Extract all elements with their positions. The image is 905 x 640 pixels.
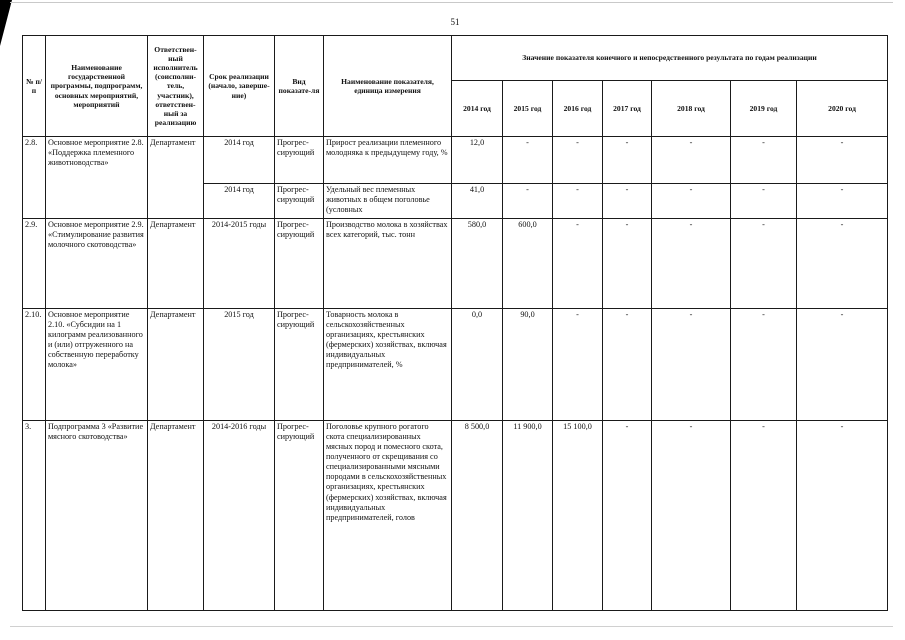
value-2015: 11 900,0 [503,421,553,611]
value-2018: - [652,219,731,309]
value-2014: 12,0 [452,137,503,184]
row-term: 2014 год [204,184,275,219]
row-type: Прогрес-сирующий [275,421,324,611]
row-num: 2.8. [23,137,46,219]
value-2017: - [603,219,652,309]
value-2020: - [797,309,888,421]
header-num: № п/п [23,36,46,137]
value-2017: - [603,184,652,219]
value-2018: - [652,309,731,421]
value-2020: - [797,219,888,309]
value-2019: - [731,421,797,611]
row-indicator-text: Удельный вес племенных животных в общем поголовье (условных [326,185,430,215]
value-2020: - [797,137,888,184]
row-num: 2.9. [23,219,46,309]
value-2014: 8 500,0 [452,421,503,611]
header-year-2020: 2020 год [797,81,888,137]
header-year-2014: 2014 год [452,81,503,137]
page-corner-mark [0,0,12,46]
value-2019: - [731,309,797,421]
value-2019: - [731,137,797,184]
row-executor: Департамент [148,309,204,421]
row-type: Прогрес-сирующий [275,137,324,184]
header-indicator: Наименование показателя, единица измерения [324,36,452,137]
row-num: 2.10. [23,309,46,421]
value-2015: - [503,137,553,184]
bottom-rule [10,626,893,627]
table-row [23,137,888,184]
table-row [23,219,888,309]
row-indicator [324,184,452,219]
row-indicator: Прирост реализации племенного молодняка к предыдущему году, % [324,137,452,184]
row-num: 3. [23,421,46,611]
row-executor: Департамент [148,137,204,219]
header-year-2019: 2019 год [731,81,797,137]
value-2016: - [553,184,603,219]
value-2018: - [652,184,731,219]
header-name: Наименование государственной программы, подпрограмм, основных мероприятий, мероприятий [46,36,148,137]
value-2015: - [503,184,553,219]
indicator-table [22,35,888,611]
table-row [23,309,888,421]
value-2017: - [603,137,652,184]
row-name: Подпрограмма 3 «Развитие мясного скотоводства» [46,421,148,611]
value-2016: - [553,137,603,184]
value-2015: 600,0 [503,219,553,309]
row-name-text: Основное мероприятие 2.10. «Субсидии на 1 килограмм реализованного и (или) отгруженного на собственную переработку молока» [48,310,143,370]
value-2017: - [603,421,652,611]
row-type: Прогрес-сирующий [275,184,324,219]
row-term: 2015 год [204,309,275,421]
top-rule [10,2,893,3]
value-2020: - [797,421,888,611]
value-2016: 15 100,0 [553,421,603,611]
row-indicator: Производство молока в хозяйствах всех категорий, тыс. тонн [324,219,452,309]
header-year-2018: 2018 год [652,81,731,137]
header-type: Вид показате-ля [275,36,324,137]
row-type: Прогрес-сирующий [275,309,324,421]
row-term: 2014-2016 годы [204,421,275,611]
table-row [23,421,888,611]
value-2019: - [731,184,797,219]
header-executor: Ответствен-ный исполнитель (соисполни-тель, участник), ответствен-ный за реализацию [148,36,204,137]
row-name: Основное мероприятие 2.8. «Поддержка племенного животноводства» [46,137,148,219]
row-type: Прогрес-сирующий [275,219,324,309]
row-term: 2014-2015 годы [204,219,275,309]
row-name [46,309,148,421]
row-executor: Департамент [148,219,204,309]
row-indicator: Товарность молока в сельскохозяйственных организациях, крестьянских (фермерских) хозяйствах, включая индивидуальных предпринимателей, % [324,309,452,421]
header-year-2015: 2015 год [503,81,553,137]
row-term: 2014 год [204,137,275,184]
header-term: Срок реализации (начало, заверше-ние) [204,36,275,137]
row-executor: Департамент [148,421,204,611]
header-year-2016: 2016 год [553,81,603,137]
page-number: 51 [450,17,460,27]
value-2016: - [553,219,603,309]
row-name: Основное мероприятие 2.9. «Стимулирование развития молочного скотоводства» [46,219,148,309]
value-2016: - [553,309,603,421]
row-indicator: Поголовье крупного рогатого скота специализированных мясных пород и помесного скота, полученного от скрещивания со специализированными мясными породами в сельскохозяйственных организациях, крестьянских (фермерских) хозяйствах, включая индивидуальных предпринимателей, голов [324,421,452,611]
header-year-2017: 2017 год [603,81,652,137]
value-2019: - [731,219,797,309]
value-2018: - [652,421,731,611]
value-2015: 90,0 [503,309,553,421]
value-2014: 580,0 [452,219,503,309]
value-2020: - [797,184,888,219]
header-values-group: Значение показателя конечного и непосредственного результата по годам реализации [452,36,888,81]
value-2018: - [652,137,731,184]
value-2014: 41,0 [452,184,503,219]
value-2014: 0,0 [452,309,503,421]
value-2017: - [603,309,652,421]
